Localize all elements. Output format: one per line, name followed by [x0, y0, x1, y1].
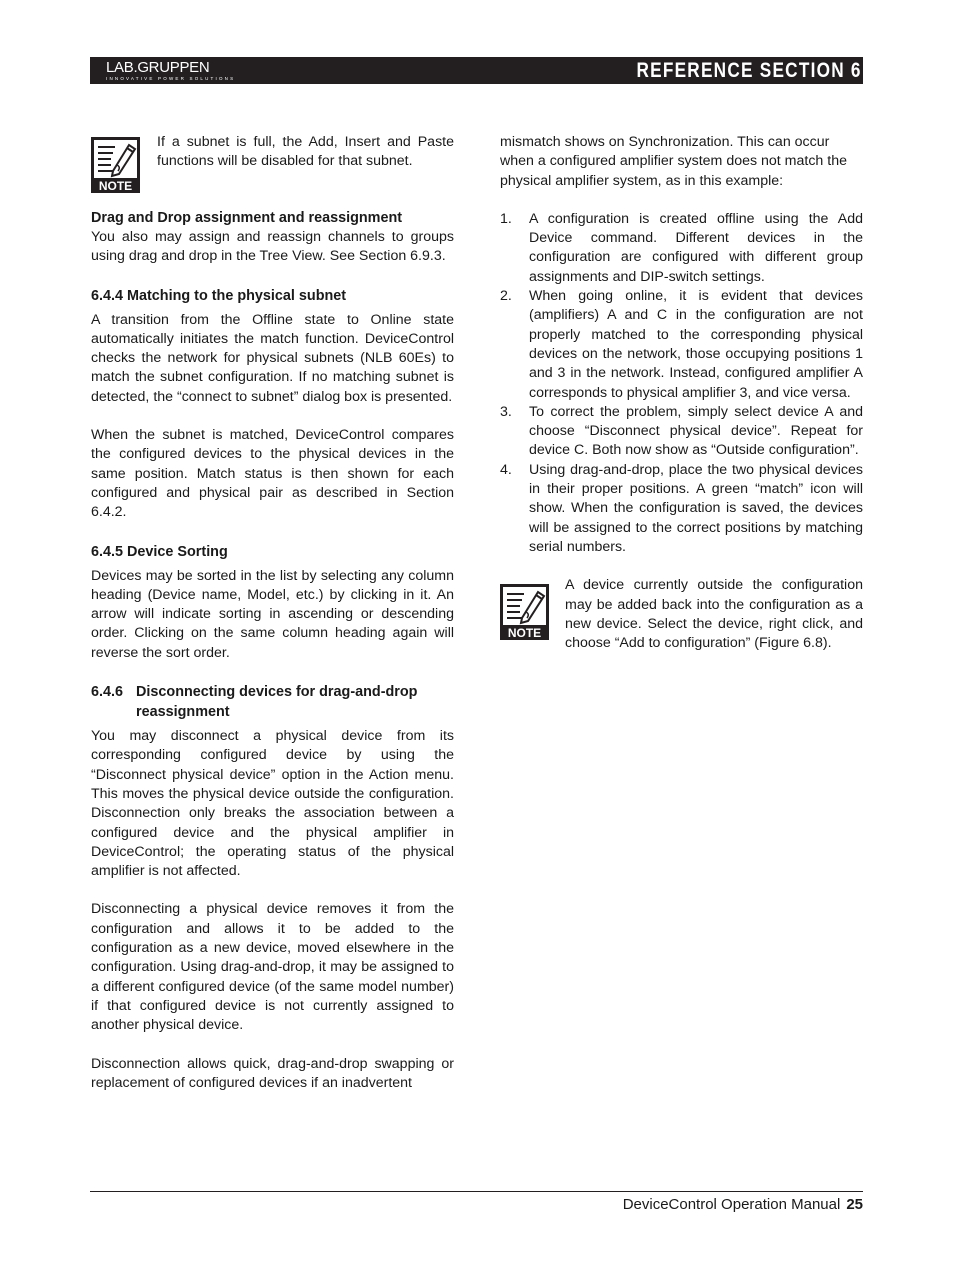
list-item: 4. Using drag-and-drop, place the two physical devices in their proper positions. A green “match” icon will show. When the configuration is saved, the devices will be assigned to the correct positions by matching serial numbers.	[500, 461, 863, 555]
paragraph: You also may assign and reassign channels to groups using drag and drop in the Tree View. See Section 6.9.3.	[91, 229, 454, 265]
note-icon	[500, 584, 549, 640]
svg-text:NOTE: NOTE	[507, 626, 542, 641]
note-text: If a subnet is full, the Add, Insert and Paste functions will be disabled for that subnet.	[157, 134, 454, 170]
note-block	[91, 133, 454, 193]
heading-6-4-4: 6.4.4 Matching to the physical subnet	[91, 287, 347, 304]
paragraph: You may disconnect a physical device from its corresponding configured device by using the “Disconnect physical device” option in the Action menu. This moves the physical device outside the configuration. Disconnection only breaks the association between a configured device and the physical amplifier in DeviceControl; the operating status of the physical amplifier is not affected.	[91, 728, 454, 880]
page-number: 25	[846, 1196, 863, 1213]
heading-text: Disconnecting devices for drag-and-drop	[136, 684, 418, 701]
note-icon	[91, 137, 140, 193]
footer-rule	[90, 1191, 863, 1192]
section-title: REFERENCE SECTION 6	[636, 59, 862, 82]
steps-list	[500, 210, 863, 557]
svg-text:NOTE: NOTE	[98, 179, 133, 193]
left-column	[91, 133, 454, 1093]
heading-6-4-6	[91, 682, 454, 722]
list-item: 2. When going online, it is evident that devices (amplifiers) A and C in the configuration are not properly matched to the corresponding physical devices on the network, those occupying positions 1 and 3 in the network. Instead, configured amplifier A corresponds to physical amplifier 3, and vice versa.	[500, 288, 863, 401]
section-number: 6.4.6	[91, 684, 124, 701]
note-block	[500, 576, 863, 653]
paragraph: When the subnet is matched, DeviceControl compares the configured devices to the physical devices in the same position. Match status is then shown for each configured and physical pair as described in Section 6.4.2.	[91, 427, 454, 521]
paragraph: Devices may be sorted in the list by selecting any column heading (Device name, Model, etc.) by clicking in it. An arrow will indicate sorting in ascending or descending order. Clicking on the same column heading again will reverse the sort order.	[91, 567, 454, 661]
list-item: 1. A configuration is created offline using the Add Device command. Different devices in the configuration are configured with different group assignments and DIP-switch settings.	[500, 210, 863, 285]
note-text: A device currently outside the configuration may be added back into the configuration as a new device. Select the device, right click, and choose “Add to configuration” (Figure 6.8).	[565, 577, 863, 652]
right-column	[500, 133, 863, 653]
paragraph: mismatch shows on Synchronization. This can occur when a configured amplifier system does not match the physical amplifier system, as in this example:	[500, 134, 847, 189]
heading-drag-drop: Drag and Drop assignment and reassignment	[91, 210, 403, 226]
brand-logo: LAB.GRUPPEN	[106, 59, 210, 76]
manual-title: DeviceControl Operation Manual	[622, 1196, 841, 1213]
heading-text-cont: reassignment	[136, 704, 230, 721]
footer	[623, 1195, 863, 1215]
brand-tagline: INNOVATIVE POWER SOLUTIONS	[106, 76, 236, 81]
paragraph: A transition from the Offline state to Online state automatically initiates the match function. DeviceControl checks the network for physical subnets (NLB 60Es) to match the subnet configuration. If no matching subnet is detected, the “connect to subnet” dialog box is presented.	[91, 311, 454, 405]
list-item: 3. To correct the problem, simply select device A and choose “Disconnect physical device”. Repeat for device C. Both now show as “Outside configuration”.	[500, 403, 863, 459]
heading-6-4-5: 6.4.5 Device Sorting	[91, 543, 228, 560]
paragraph: Disconnecting a physical device removes it from the configuration and allows it to be added to the configuration as a new device, moved elsewhere in the configuration. Using drag-and-drop, it may be assigned to a different configured device (of the same model number) if that configured device is not currently assigned to another physical device.	[91, 901, 454, 1034]
paragraph: Disconnection allows quick, drag-and-drop swapping or replacement of configured devices if an inadvertent	[91, 1055, 454, 1091]
